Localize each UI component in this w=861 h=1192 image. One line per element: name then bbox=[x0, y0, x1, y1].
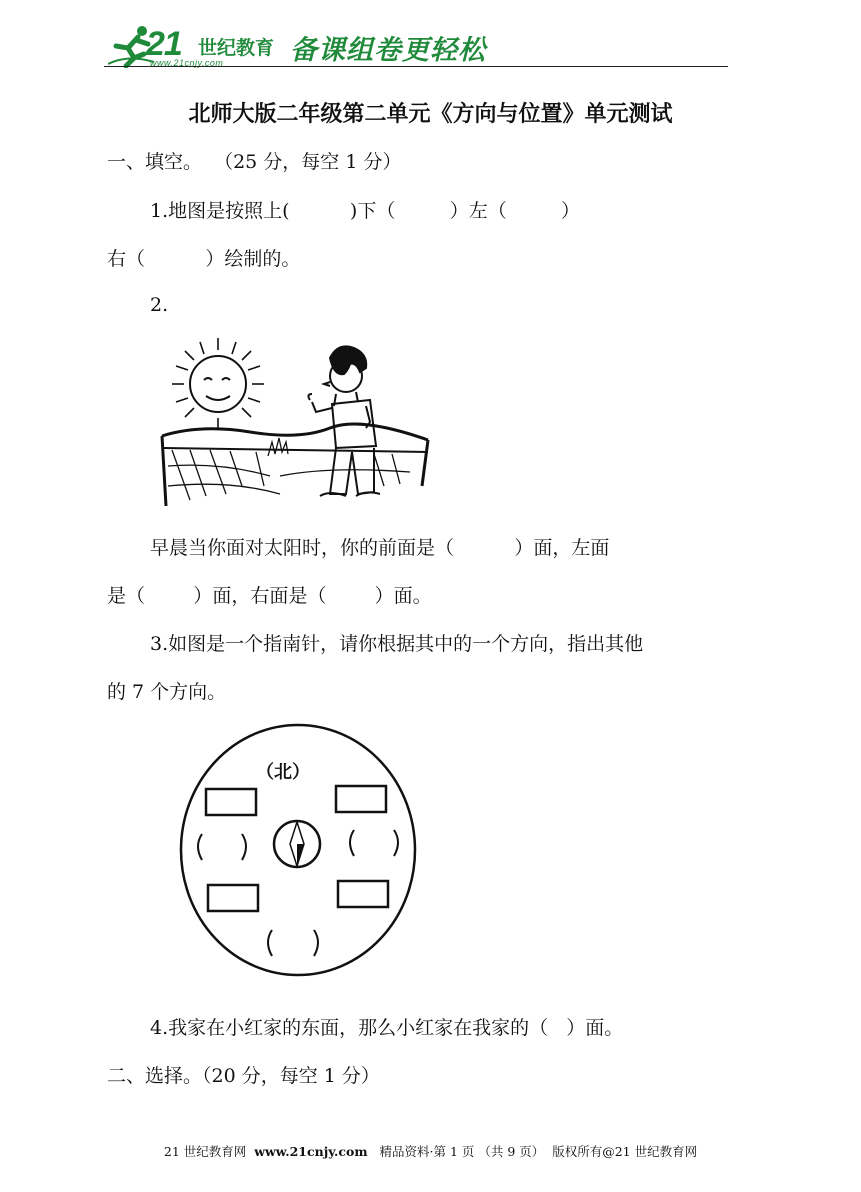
section2-heading: 二、选择。（20 分，每空 1 分） bbox=[107, 1065, 380, 1087]
footer-page-info: 精品资料·第 1 页 （共 9 页） bbox=[379, 1144, 545, 1159]
header-slogan: 备课组卷更轻松 bbox=[290, 35, 486, 66]
q2-label: 2. bbox=[150, 294, 169, 316]
compass-paren-south-close bbox=[314, 930, 318, 956]
compass-paren-east-close bbox=[394, 830, 398, 856]
logo-url: www.21cnjy.com bbox=[150, 58, 224, 68]
compass-box-southwest bbox=[208, 885, 258, 911]
compass-needle-icon bbox=[274, 821, 320, 867]
logo-name: 世纪教育 bbox=[198, 37, 275, 59]
page-title: 北师大版二年级第二单元《方向与位置》单元测试 bbox=[188, 101, 673, 127]
logo-number: 21 bbox=[146, 25, 182, 63]
compass-diagram bbox=[178, 722, 418, 978]
footer-site: 21 世纪教育网 bbox=[163, 1144, 247, 1159]
q1-line1: 1.地图是按照上( )下（ ）左（ ） bbox=[150, 200, 581, 222]
footer-url[interactable]: www.21cnjy.com bbox=[254, 1144, 368, 1159]
section1-heading: 一、填空。 （25 分，每空 1 分） bbox=[107, 151, 402, 173]
q2-line1: 早晨当你面对太阳时，你的前面是（ ）面，左面 bbox=[150, 537, 610, 559]
q4-line: 4.我家在小红家的东面，那么小红家在我家的（ ）面。 bbox=[150, 1017, 624, 1039]
compass-box-northwest bbox=[206, 789, 256, 815]
sun-icon bbox=[172, 338, 264, 430]
compass-paren-west-close bbox=[242, 834, 246, 860]
compass-box-northeast bbox=[336, 786, 386, 812]
q3-line1: 3.如图是一个指南针，请你根据其中的一个方向，指出其他 bbox=[150, 633, 644, 655]
compass-paren-south-open bbox=[268, 930, 272, 956]
header-divider bbox=[104, 66, 728, 67]
footer-rights: 版权所有@21 世纪教育网 bbox=[552, 1144, 698, 1159]
boy-figure bbox=[308, 346, 380, 496]
q1-line2: 右（ ）绘制的。 bbox=[107, 248, 301, 270]
compass-paren-west-open bbox=[198, 834, 202, 860]
compass-north-label: （北） bbox=[256, 762, 310, 783]
ground bbox=[162, 424, 428, 506]
compass-box-southeast bbox=[338, 881, 388, 907]
sun-boy-illustration bbox=[160, 336, 430, 506]
q3-line2: 的 7 个方向。 bbox=[107, 681, 227, 703]
q2-line2: 是（ ）面，右面是（ ）面。 bbox=[107, 585, 432, 607]
compass-paren-east-open bbox=[350, 830, 354, 856]
page-footer bbox=[0, 1142, 861, 1160]
